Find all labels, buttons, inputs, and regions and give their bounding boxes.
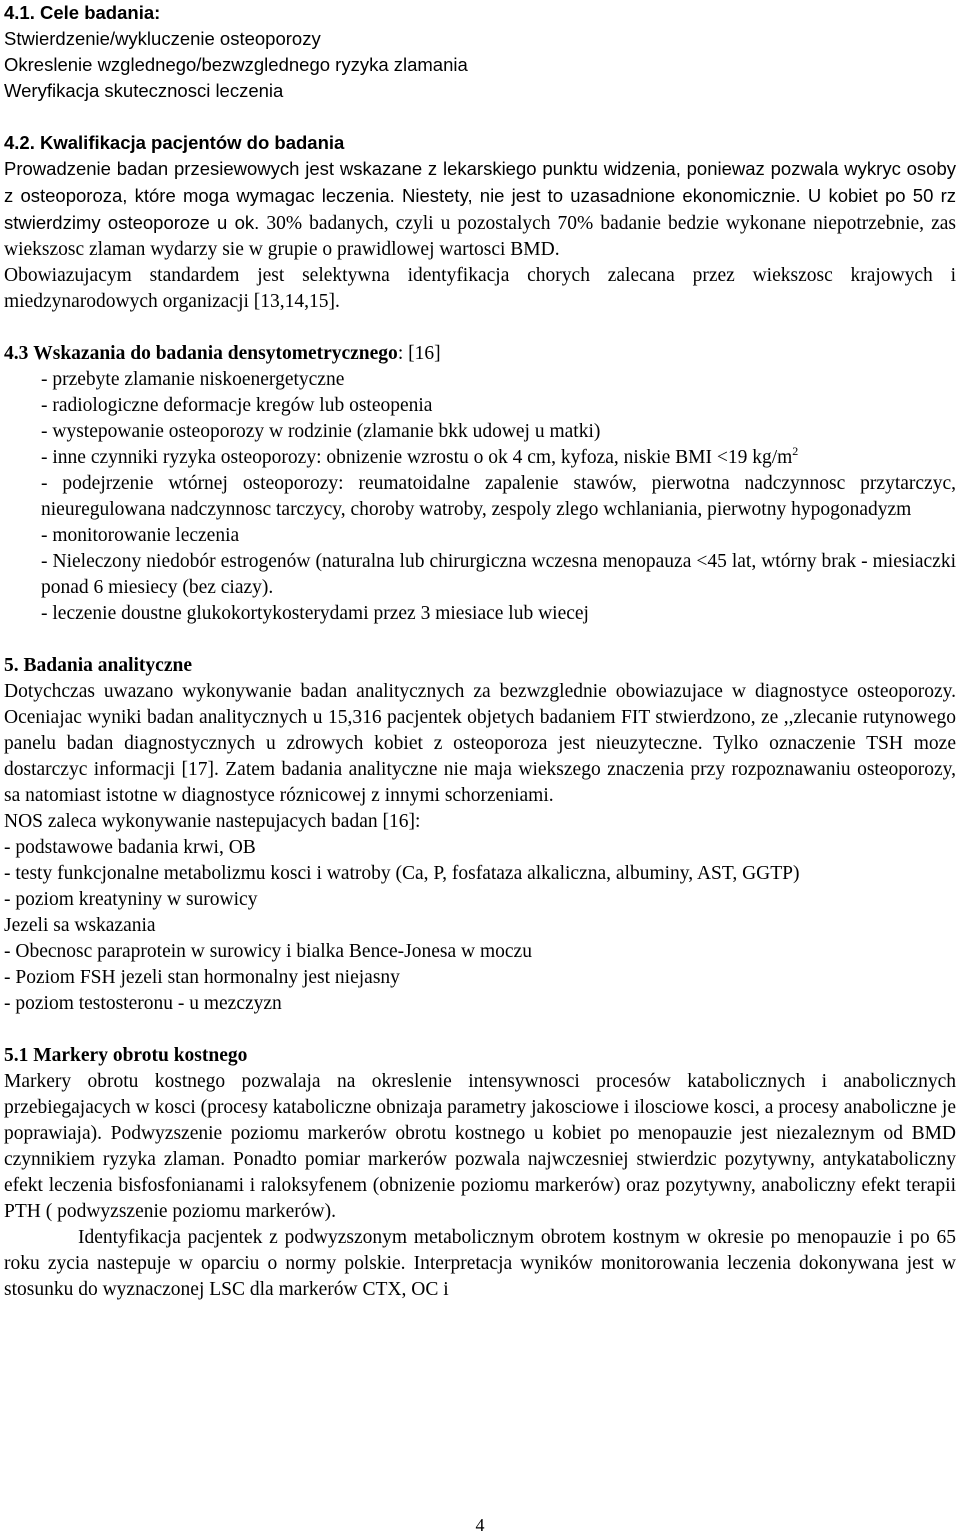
spacer	[4, 315, 956, 341]
section-heading: 5. Badania analityczne	[4, 655, 192, 676]
paragraph-text: 30% badanych, czyli u pozostalych 70% badanie bedzie wykonane niepotrzebnie, zas wiekszosc zlaman wydarzy sie w grupie o prawidlowej wartosci BMD.	[4, 213, 956, 260]
section-number: 4.3	[4, 343, 29, 364]
section-4-1	[4, 0, 956, 104]
list-item: - przebyte zlamanie niskoenergetyczne	[41, 369, 345, 390]
spacer	[4, 104, 956, 130]
page-number: 4	[475, 1515, 485, 1535]
goal-item: Stwierdzenie/wykluczenie osteoporozy	[4, 28, 321, 49]
list-line: - poziom testosteronu - u mezczyzn	[4, 993, 282, 1014]
section-heading: 5.1 Markery obrotu kostnego	[4, 1045, 248, 1066]
paragraph	[4, 156, 956, 263]
list-item: - monitorowanie leczenia	[41, 525, 240, 546]
goal-item: Okreslenie wzglednego/bezwzglednego ryzyka zlamania	[4, 54, 468, 75]
list-line: Jezeli sa wskazania	[4, 915, 156, 936]
section-title: Wskazania do badania densytometrycznego	[33, 343, 398, 364]
list-item: - leczenie doustne glukokortykosterydami przez 3 miesiace lub wiecej	[41, 603, 589, 624]
paragraph: Markery obrotu kostnego pozwalaja na okreslenie intensywnosci procesów katabolicznych i anabolicznych przebiegajacych w kosci (procesy kataboliczne obnizaja parametry jakosciowe i ilosciowe kosci, a procesy anaboliczne je poprawiaja). Podwyzszenie poziomu markerów obrotu kostnego u kobiet po menopauzie jest niezaleznym od BMD czynnikiem ryzyka zlaman. Ponadto pomiar markerów pozwala najwczesniej stwierdzic pozytywny, antykataboliczny efekt leczenia bisfosfonianami i raloksyfenem (obnizenie poziomu markerów) oraz pozytywny, anaboliczny efekt terapii PTH ( podwyzszenie poziomu markerów).	[4, 1071, 956, 1222]
list-item: - podejrzenie wtórnej osteoporozy: reumatoidalne zapalenie stawów, pierwotna nadczynnosc przytarczyc, nieuregulowana nadczynnosc tarczycy, choroby watroby, zespoly zlego wchlaniania, pierwotny hypogonadyzm	[41, 473, 956, 520]
list-line: - podstawowe badania krwi, OB	[4, 837, 256, 858]
section-5-1	[4, 1043, 956, 1303]
paragraph-text: Prowadzenie badan przesiewowych jest wskazane z lekarskiego punktu widzenia, poniewaz pozwala wykryc osoby z osteoporoza, które moga wymagac leczenia. Niestety, nie jest to uzasadnione ekonomicznie. U kobiet po 50 rz stwierdzimy osteoporoze u ok.	[4, 158, 956, 233]
list-line: - testy funkcjonalne metabolizmu kosci i watroby (Ca, P, fosfataza alkaliczna, albuminy, AST, GGTP)	[4, 863, 800, 884]
goal-item: Weryfikacja skutecznosci leczenia	[4, 80, 284, 101]
list-line: NOS zaleca wykonywanie nastepujacych badan [16]:	[4, 811, 421, 832]
section-4-3	[4, 341, 956, 627]
paragraph: Obowiazujacym standardem jest selektywna identyfikacja chorych zalecana przez wiekszosc krajowych i miedzynarodowych organizacji [13,14,15].	[4, 265, 956, 312]
list-item: - wystepowanie osteoporozy w rodzinie (zlamanie bkk udowej u matki)	[41, 421, 601, 442]
section-4-2	[4, 130, 956, 315]
list-item: - radiologiczne deformacje kregów lub osteopenia	[41, 395, 433, 416]
list-line: - poziom kreatyniny w surowicy	[4, 889, 258, 910]
list-item	[41, 445, 956, 471]
section-reference: : [16]	[397, 343, 441, 364]
section-heading	[4, 341, 956, 367]
list-line: - Obecnosc paraprotein w surowicy i bialka Bence-Jonesa w moczu	[4, 941, 532, 962]
section-heading: 4.1. Cele badania:	[4, 2, 161, 23]
spacer	[4, 1017, 956, 1043]
list-line: - Poziom FSH jezeli stan hormonalny jest niejasny	[4, 967, 400, 988]
list-item-text: - inne czynniki ryzyka osteoporozy: obnizenie wzrostu o ok 4 cm, kyfoza, niskie BMI <19 kg/m	[41, 447, 793, 468]
section-5	[4, 653, 956, 1017]
superscript: 2	[792, 444, 799, 458]
spacer	[4, 627, 956, 653]
paragraph: Dotychczas uwazano wykonywanie badan analitycznych za bezwzglednie obowiazujace w diagnostyce osteoporozy. Oceniajac wyniki badan analitycznych u 15,316 pacjentek objetych badaniem FIT stwierdzono, ze ,,zlecanie rutynowego panelu badan diagnostycznych u zdrowych kobiet z osteoporoza jest nieuzyteczne. Tylko oznaczenie TSH moze dostarczyc informacji [17]. Zatem badania analityczne nie maja wiekszego znaczenia przy rozpoznawaniu osteoporozy, sa natomiast istotne w diagnostyce róznicowej z innymi schorzeniami.	[4, 681, 956, 806]
section-heading: 4.2. Kwalifikacja pacjentów do badania	[4, 132, 345, 153]
list-item: - Nieleczony niedobór estrogenów (naturalna lub chirurgiczna wczesna menopauza <45 lat, wtórny brak - miesiaczki ponad 6 miesiecy (bez ciazy).	[41, 551, 956, 598]
indications-list	[4, 367, 956, 627]
paragraph: Identyfikacja pacjentek z podwyzszonym metabolicznym obrotem kostnym w okresie po menopauzie i po 65 roku zycia nastepuje w oparciu o normy polskie. Interpretacja wyników monitorowania leczenia dokonywana jest w stosunku do wyznaczonej LSC dla markerów CTX, OC i	[4, 1227, 956, 1300]
